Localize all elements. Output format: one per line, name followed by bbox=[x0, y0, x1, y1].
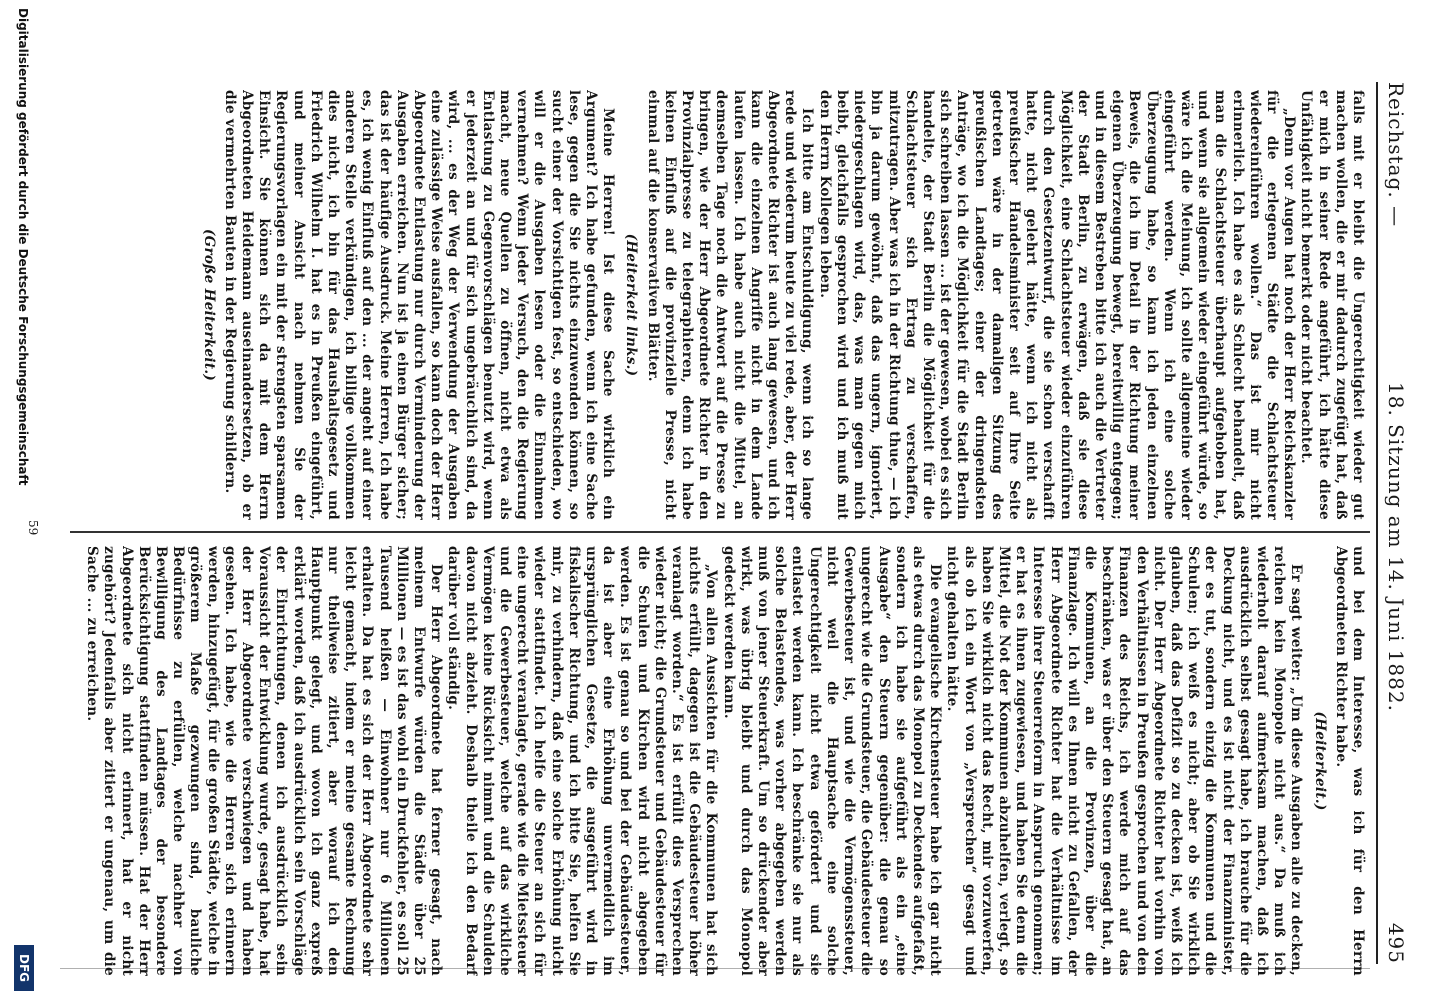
stage-direction: (Große Heiterkeit.) bbox=[200, 228, 217, 382]
paragraph: „Von allen Aussichten für die Kommunen hat sich nichts erfüllt, dagegen ist die Gebäudesteuer höher veranlagt worden.“ Es ist erfüllt dies Versprechen wieder nicht; die Grundsteuer und Gebäudesteuer für die Schulen und Kirchen wird nicht abgegeben werden. Es ist genau so und bei der Gebäudesteuer, da ist aber eine Erhöhung unvermeidlich im ursprünglichen Gesetze, die ausgeführt wird in fiskalischer Richtung, und ich bitte Sie, helfen Sie mir, zu verhindern, daß eine solche Erhöhung nicht wieder stattfindet. Ich helfe die Steuer an sich für eine ungerecht veranlagte, gerade wie die Mietssteuer und die Gewerbesteuer, welche auf das wirkliche Vermögen keine Rücksicht nimmt und die Schulden davon nicht abzieht. Deshalb theile ich den Bedarf darüber voll ständig. bbox=[445, 546, 720, 976]
paragraph: Er sagt weiter: „Um diese Ausgaben alle zu decken, reichen kein Monopole nicht aus.“ Da muß ich wiederholt darauf aufmerksam machen, daß ich ausdrücklich selbst gesagt habe, ich brauche für die Deckung nicht, und es ist nicht der Finanzminister, der es tut, sondern einzig die Kommunen und die Schulen; ich weiß es nicht; aber ob Sie wirklich glauben, daß das Defizit so zu decken ist, weiß ich nicht. Der Herr Abgeordnete Richter hat vorhin von den Verhältnissen in Preußen gesprochen und von den Finanzen des Reichs, ich werde mich auf das beschränken, was er über den Steuern gesagt hat, an die Kommunen, an die Provinzen, über die Finanzlage. Ich will es Ihnen nicht zu Gefallen, der Herr Abgeordnete Richter hat die Verhältnisse im Interesse ihrer Steuerreform in Anspruch genommen; er hat es ihnen zugewiesen, und haben Sie denn die Mittel, die Not der Kommunen abzuhelfen, verlegt, so haben Sie wirklich nicht das Recht, mir vorzuwerfen, als ob ich ein Wort von „Versprechen“ gesagt und nicht gehalten hätte. bbox=[944, 546, 1305, 976]
text-column-right bbox=[76, 546, 1366, 976]
footer-page-number: 59 bbox=[26, 520, 40, 536]
header-page-number: 495 bbox=[1384, 922, 1408, 964]
paragraph: und bei dem Interesse, was ich für den Herrn Abgeordneten Richter habe. bbox=[1332, 546, 1366, 976]
header-left-text: Reichstag. — bbox=[1384, 82, 1408, 228]
paragraph: falls mit er bleibt die Ungerechtigkeit wieder gut machen wollen, die er mir dadurch zugefügt hat, daß er mich in seiner Rede angeführt, ich hätte diese Unfähigkeit nicht bemerkt oder nicht beachtet. bbox=[1298, 90, 1366, 520]
header-rule bbox=[1376, 82, 1378, 964]
header-session-text: 18. Sitzung am 14. Juni 1882. bbox=[1384, 382, 1408, 712]
paragraph: Der Herr Abgeordnete hat ferner gesagt, nach meinem Entwurfe würden die Städte über 25 Millionen — es ist das wohl ein Druckfehler, es soll 25 Tausend heißen — Einwohner nur 6 Millionen erhalten. Da hat es sich der Herr Abgeordnete sehr leicht gemacht, indem er meine gesamte Rechnung nur theilweise zitiert, aber worauf ich den Hauptpunkt gelegt, und wovon ich ganz expreß erklärt worden, daß ich ausdrücklich sein Vorschläge der Einrichtungen, denen ich ausdrücklich sein Voraussicht der Entwicklung wurde, gesagt habe, hat der Herr Abgeordnete verschwiegen und haben gesehen. Ich habe, wie die Herren sich erinnern werden, hinzugefügt, für die großen Städte, welche in größerem Maße gezwungen sind, bauliche Bedürfnisse zu erfüllen, welche nachher von Bewilligung des Landtages der besondere Berücksichtigung stattfinden müssen. Hat der Herr Abgeordnete sich nicht erinnert, hat er nicht zugehört? Jedenfalls aber zitiert er ungenau, um die Sache ... zu erreichen. bbox=[84, 546, 445, 976]
dfg-logo-icon: DFG bbox=[14, 945, 34, 991]
digitization-credit: Digitalisierung gefördert durch die Deutsche Forschungsgemeinschaft bbox=[16, 8, 30, 486]
stage-direction: (Heiterkeit.) bbox=[1311, 711, 1328, 811]
paragraph: Die evangelische Kirchensteuer habe ich gar nicht als etwas durch das Monopol zu Deckendes aufgefaßt, sondern ich habe sie aufgeführt als ein „eine Ausgabe“ den Steuern gegenüber: die genau so ungerecht wie die Grundsteuer, die Gebäudesteuer die Gewerbesteuer ist, und wie die Vermögenssteuer, nicht weil die Hauptsache eine solche Ungerechtigkeit nicht etwa gefördert und sie entlastet werden kann. Ich beschränke sie nur als solche Belastendes, was vorher abgegeben werden muß von jener Steuerkraft. Um so drückender aber wirkt, was übrig bleibt und durch das Monopol gedeckt werden kann. bbox=[720, 546, 944, 976]
stage-direction: (Heiterkeit links.) bbox=[623, 233, 640, 377]
running-header bbox=[1374, 82, 1414, 964]
column-divider bbox=[70, 531, 1370, 533]
paragraph: Meine Herren! Ist diese Sache wirklich ein Argument? Ich habe gefunden, wenn ich eine Sache lese, gegen die Sie nichts einzuwenden können, so sucht einer der Vorsichtigen fest, so entschieden, wo will er die Ausgaben lesen oder die Einnahmen vernehmen? Wenn jeder Versuch, den die Regierung macht, neue Quellen zu öffnen, nicht etwa als Entlastung zu Gegenvorschlägen benutzt wird, wenn er jederzeit an und für sich ungebräuchlich sind, da wird, ... es der Weg der Verwendung der Ausgaben eine zulässige Weise ausfallen, so kann doch der Herr Abgeordnete Entlastung nur durch Verminderung der Ausgaben erreichen. Nun ist ja einen Bürger sicher; das ist der häufige Ausdruck. Meine Herren, Ich habe es, ich wenig Einfluß auf den ... der angeht auf einer anderen Stelle verkündigen, ich billige vollkommen dies nicht, ich bin für das Haushaltsgesetz und Friedrich Wilhelm I. hat es in Preußen eingeführt, und meiner Ansicht nach nehmen Sie der Regierungsvorlagen ein mit der strengsten sparsamen Einsicht. Sie können sich da mit dem Herrn Abgeordneten Heidemann auseinandersetzen, ob er die vermehrten Bauten in der Regierung schildern. bbox=[221, 90, 617, 520]
paragraph: „Denn vor Augen hat noch der Herr Reichskanzler für die erlegenen Städte die Schlachtsteuer wiedereinführen wollen.“ Das ist mir nicht erinnerlich. Ich habe es als Schlecht behandelt, daß man die Schlachtsteuer überhaupt aufgehoben hat, und wenn sie allgemein wieder eingeführt würde, so wäre ich die Meinung, ich sollte allgemeine wieder eingeführt werden. Wenn ich eine solche Überzeugung habe, so kann ich jeden einzelnen Beweis, die ich im Detail in der Richtung meiner eigenen Überzeugung bewegt, bereitwillig entgegen; und in diesem Bestreben bitte ich auch die Vertreter der Stadt Berlin, zu erwägen, daß sie diese Möglichkeit, eine Schlachtsteuer wieder einzuführen durch den Gesetzentwurf, die sie schon verschafft hatte, nicht gelehrt hätte, wenn ich nicht als preußischer Handelsminister seit auf Ihre Seite getreten wäre in der damaligen Sitzung des preußischen Landtages; einer der dringendsten Anträge, wo ich die Möglichkeit für die Stadt Berlin sich schreiben lassen ... ist der gewesen, wobei es sich handelte, der Stadt Berlin die Möglichkeit für die Schlachtsteuer sich Ertrag zu verschaffen, mitzutragen. Aber was ich in der Richtung thue, — ich bin ja darum gewöhnt, daß das ungern, ignoriert, niedergeschlagen wird, das, was man gegen mich beibt, gleichfalls gesprochen wird und ich muß mit den Herrn Kollegen leben. bbox=[816, 90, 1298, 520]
paragraph: Ich bitte am Entschuldigung, wenn ich so lange rede und wiederum heute zu viel rede, aber, der Herr Abgeordnete Richter ist auch lang gewesen, und ich kann die einzelnen Angriffe nicht in dem Lande laufen lassen. Ich habe auch nicht die Mittel, an demselben Tage noch die Antwort auf die Presse zu bringen, wie der Herr Abgeordnete Richter in den Provinzialpresse zu telegraphieren, denn ich habe keinen Einfluß auf die provinzielle Presse, nicht einmal auf die konservativen Blätter. bbox=[644, 90, 816, 520]
text-column-left bbox=[76, 90, 1366, 520]
